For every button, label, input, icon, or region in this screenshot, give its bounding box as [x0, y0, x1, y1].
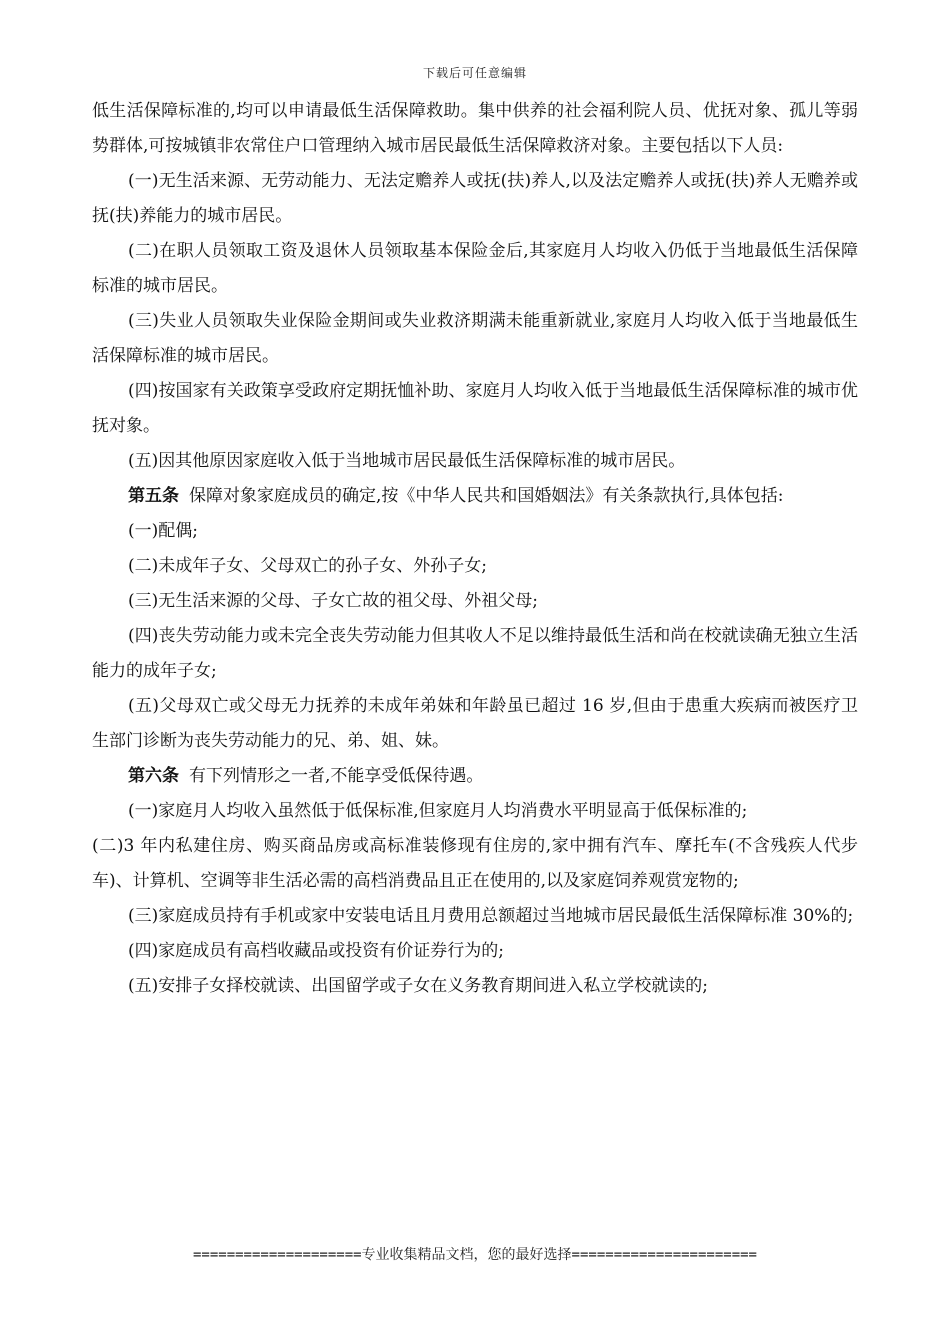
paragraph-item-3: (三)失业人员领取失业保险金期间或失业救济期满未能重新就业,家庭月人均收入低于当地最低生活保障标准的城市居民。 — [92, 311, 858, 366]
article-6-item-4: (四)家庭成员有高档收藏品或投资有价证券行为的; — [128, 941, 504, 961]
article-5-text: 保障对象家庭成员的确定,按《中华人民共和国婚姻法》有关条款执行,具体包括: — [189, 486, 784, 506]
paragraph-continuation: 低生活保障标准的,均可以申请最低生活保障救助。集中供养的社会福利院人员、优抚对象、孤儿等弱势群体,可按城镇非农常住户口管理纳入城市居民最低生活保障救济对象。主要包括以下人员: — [92, 101, 858, 156]
article-5-label: 第五条 — [128, 486, 179, 506]
article-5-item-4: (四)丧失劳动能力或未完全丧失劳动能力但其收人不足以维持最低生活和尚在校就读确无独立生活能力的成年子女; — [92, 626, 858, 681]
paragraph-item-5: (五)因其他原因家庭收入低于当地城市居民最低生活保障标准的城市居民。 — [128, 451, 686, 471]
article-6-item-5: (五)安排子女择校就读、出国留学或子女在义务教育期间进入私立学校就读的; — [128, 976, 708, 996]
document-body — [92, 94, 858, 1004]
article-6 — [92, 759, 858, 794]
page-header: 下载后可任意编辑 — [422, 66, 527, 80]
article-5 — [92, 479, 858, 514]
article-6-item-1: (一)家庭月人均收入虽然低于低保标准,但家庭月人均消费水平明显高于低保标准的; — [128, 801, 748, 821]
article-6-item-3: (三)家庭成员持有手机或家中安装电话且月费用总额超过当地城市居民最低生活保障标准 30%的; — [128, 906, 854, 926]
article-6-label: 第六条 — [128, 766, 179, 786]
article-5-item-1: (一)配偶; — [128, 521, 198, 541]
paragraph-item-4: (四)按国家有关政策享受政府定期抚恤补助、家庭月人均收入低于当地最低生活保障标准的城市优抚对象。 — [92, 381, 858, 436]
article-5-item-5: (五)父母双亡或父母无力抚养的未成年弟妹和年龄虽已超过 16 岁,但由于患重大疾病而被医疗卫生部门诊断为丧失劳动能力的兄、弟、姐、妹。 — [92, 696, 858, 751]
article-5-item-2: (二)未成年子女、父母双亡的孙子女、外孙子女; — [128, 556, 487, 576]
article-6-text: 有下列情形之一者,不能享受低保待遇。 — [189, 766, 484, 786]
article-5-item-3: (三)无生活来源的父母、子女亡故的祖父母、外祖父母; — [128, 591, 538, 611]
paragraph-item-1: (一)无生活来源、无劳动能力、无法定赡养人或抚(扶)养人,以及法定赡养人或抚(扶)养人无赡养或抚(扶)养能力的城市居民。 — [92, 171, 858, 226]
paragraph-item-2: (二)在职人员领取工资及退休人员领取基本保险金后,其家庭月人均收入仍低于当地最低生活保障标准的城市居民。 — [92, 241, 858, 296]
page-footer: ====================专业收集精品文档，您的最好选择====================== — [192, 1247, 757, 1263]
article-6-item-2: (二)3 年内私建住房、购买商品房或高标准装修现有住房的,家中拥有汽车、摩托车(不含残疾人代步车)、计算机、空调等非生活必需的高档消费品且正在使用的,以及家庭饲养观赏宠物的; — [92, 836, 858, 891]
